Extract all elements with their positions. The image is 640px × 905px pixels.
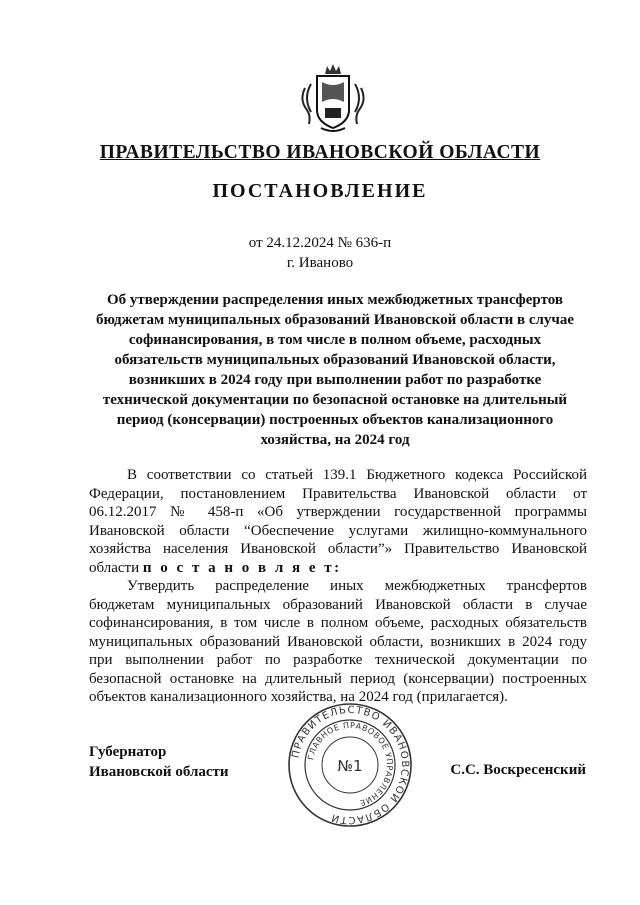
official-stamp bbox=[287, 702, 413, 828]
stamp-number: №1 bbox=[337, 757, 363, 775]
document-type: ПОСТАНОВЛЕНИЕ bbox=[212, 180, 428, 202]
signer-name: С.С. Воскресенский bbox=[450, 762, 586, 778]
signer-post-line1: Губернатор bbox=[89, 744, 167, 760]
date-number: от 24.12.2024 № 636-п bbox=[248, 235, 392, 251]
preamble-paragraph bbox=[89, 466, 587, 577]
stamp-ring-text: ПРАВИТЕЛЬСТВО ИВАНОВСКОЙ ОБЛАСТИ bbox=[290, 704, 411, 826]
preamble-text: В соответствии со статьей 139.1 Бюджетного кодекса Российской Федерации, постановлением Правительства Ивановской области от 06.12.2017 № 458-п «Об утверждении государственной программы Ивановской области “Обеспечение услугами жилищно-коммунального хозяйства населения Ивановской области”» Правительство Ивановской области bbox=[89, 467, 587, 576]
government-title: ПРАВИТЕЛЬСТВО ИВАНОВСКОЙ ОБЛАСТИ bbox=[99, 142, 541, 163]
decree-word: п о с т а н о в л я е т: bbox=[142, 559, 342, 576]
stamp-inner-text: ГЛАВНОЕ ПРАВОВОЕ УПРАВЛЕНИЕ bbox=[306, 720, 395, 808]
document-body bbox=[89, 466, 587, 707]
signer-post-line2: Ивановской области bbox=[89, 764, 229, 780]
signer-post bbox=[89, 742, 229, 782]
coat-of-arms-icon bbox=[297, 52, 369, 136]
document-subject: Об утверждении распределения иных межбюджетных трансфертов бюджетам муниципальных образований Ивановской области в случае софинансирования, в том числе в полном объеме, расходных обязательств муниципальных образований Ивановской области, возникших в 2024 году при выполнении работ по разработке технической документации по безопасной остановке на длительный период (консервации) построенных объектов канализационного хозяйства, на 2024 год bbox=[95, 292, 575, 448]
city: г. Иваново bbox=[286, 255, 354, 271]
resolution-paragraph: Утвердить распределение иных межбюджетных трансфертов бюджетам муниципальных образований Ивановской области в случае софинансирования, в том числе в полном объеме, расходных обязательств муниципальных образований Ивановской области, возникших в 2024 году при выполнении работ по разработке технической документации по безопасной остановке на длительный период (консервации) построенных объектов канализационного хозяйства, на 2024 год (прилагается). bbox=[89, 578, 587, 705]
